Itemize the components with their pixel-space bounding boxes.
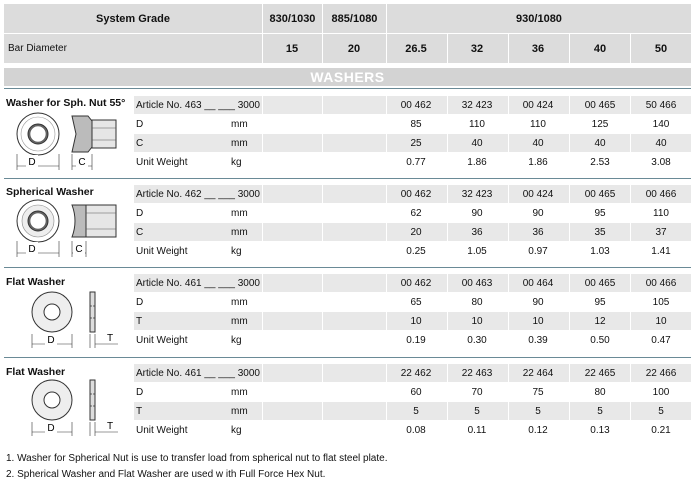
section-title: WASHERS (4, 68, 691, 86)
row-unit: mm (231, 386, 248, 398)
table-row (134, 421, 691, 439)
cell-value: 32 423 (461, 188, 493, 200)
header-divider (569, 34, 570, 63)
cell-value: 0.39 (528, 334, 548, 346)
group-separator (4, 267, 691, 268)
group-title: Flat Washer (6, 366, 66, 378)
cell-value (324, 331, 384, 349)
dimension-label: T (106, 333, 114, 344)
cell-value: 22 466 (645, 367, 677, 379)
cell-value: 80 (594, 386, 606, 398)
cell-value (324, 185, 384, 203)
column-divider (322, 421, 323, 439)
cell-value: 70 (471, 386, 483, 398)
cell-value: 95 (594, 207, 606, 219)
column-divider (322, 274, 323, 292)
cell-value: 5 (535, 405, 541, 417)
row-unit: mm (231, 118, 248, 130)
cell-value: 90 (471, 207, 483, 219)
cell-value: 5 (597, 405, 603, 417)
cell-value (324, 402, 384, 420)
table-row (134, 115, 691, 133)
column-divider (322, 383, 323, 401)
row-label: T (136, 315, 143, 327)
cell-value: 10 (471, 315, 483, 327)
cell-value: 110 (653, 207, 669, 219)
column-divider (322, 223, 323, 241)
table-row (134, 293, 691, 311)
cell-value: 80 (471, 296, 483, 308)
cell-value (324, 242, 384, 260)
cell-value: 110 (530, 118, 546, 130)
cell-value: 35 (594, 226, 606, 238)
cell-value: 00 462 (400, 99, 432, 111)
cell-value: 1.41 (651, 245, 671, 257)
row-label: Unit Weight (136, 156, 188, 168)
cell-value: 5 (474, 405, 480, 417)
spherical-washer-diagram (6, 199, 130, 271)
row-label: Article No. 461 __ ___ 3000 (136, 277, 260, 289)
cell-value: 22 464 (522, 367, 554, 379)
cell-value: 00 424 (522, 99, 554, 111)
cell-value: 00 424 (522, 188, 554, 200)
cell-value (262, 274, 322, 292)
grade-930: 930/1080 (516, 12, 562, 25)
group-separator (4, 357, 691, 358)
cell-value: 65 (410, 296, 422, 308)
cell-value: 32 423 (461, 99, 493, 111)
cell-value: 00 464 (522, 277, 554, 289)
cell-value (262, 312, 322, 330)
row-unit: mm (231, 315, 248, 327)
cell-value (324, 134, 384, 152)
cell-value (324, 364, 384, 382)
cell-value: 22 462 (400, 367, 432, 379)
cell-value: 1.03 (590, 245, 610, 257)
flat-washer-diagram (6, 290, 130, 362)
cell-value: 00 465 (584, 188, 616, 200)
bar-diameter-value: 50 (654, 42, 668, 55)
cell-value (324, 293, 384, 311)
dimension-label: D (47, 423, 55, 434)
article-row (134, 96, 691, 114)
table-row (134, 402, 691, 420)
article-row (134, 185, 691, 203)
row-label: Article No. 463 __ ___ 3000 (136, 99, 260, 111)
row-label: D (136, 118, 144, 130)
row-label: C (136, 137, 144, 149)
dimension-label: D (28, 244, 36, 255)
cell-value (324, 274, 384, 292)
group-title: Spherical Washer (6, 186, 94, 198)
cell-value: 00 462 (400, 277, 432, 289)
cell-value: 0.50 (590, 334, 610, 346)
cell-value: 0.97 (528, 245, 548, 257)
cell-value: 10 (410, 315, 422, 327)
cell-value: 40 (471, 137, 483, 149)
column-divider (322, 242, 323, 260)
cell-value: 1.05 (467, 245, 487, 257)
row-label: D (136, 386, 144, 398)
cell-value: 85 (410, 118, 422, 130)
cell-value: 00 466 (645, 277, 677, 289)
row-unit: mm (231, 207, 248, 219)
row-label: Article No. 462 __ ___ 3000 (136, 188, 260, 200)
cell-value: 25 (410, 137, 422, 149)
cell-value (262, 153, 322, 171)
column-divider (322, 293, 323, 311)
group-title: Washer for Sph. Nut 55° (6, 97, 126, 109)
washer-sph-nut-diagram (6, 110, 130, 182)
cell-value: 22 465 (584, 367, 616, 379)
cell-value: 0.21 (651, 424, 671, 436)
cell-value: 0.30 (467, 334, 487, 346)
footnote: 1. Washer for Spherical Nut is use to transfer load from spherical nut to flat steel plate. (6, 453, 388, 464)
header-divider (630, 34, 631, 63)
column-divider (322, 96, 323, 114)
cell-value: 0.13 (590, 424, 610, 436)
cell-value: 0.19 (406, 334, 426, 346)
group-title: Flat Washer (6, 276, 66, 288)
cell-value: 3.08 (651, 156, 671, 168)
section-separator (4, 88, 691, 89)
cell-value: 75 (532, 386, 544, 398)
cell-value: 00 465 (584, 277, 616, 289)
cell-value (262, 115, 322, 133)
row-label: Article No. 461 __ ___ 3000 (136, 367, 260, 379)
table-row (134, 134, 691, 152)
cell-value: 40 (532, 137, 544, 149)
row-label: D (136, 296, 144, 308)
dimension-label: D (47, 335, 55, 346)
cell-value (324, 96, 384, 114)
cell-value (324, 153, 384, 171)
cell-value: 110 (469, 118, 485, 130)
bar-diameter-value: 40 (593, 42, 607, 55)
cell-value: 0.12 (528, 424, 548, 436)
bar-diameter-value: 32 (470, 42, 484, 55)
cell-value: 20 (410, 226, 422, 238)
row-label: C (136, 226, 144, 238)
column-divider (322, 364, 323, 382)
row-label: Unit Weight (136, 334, 188, 346)
bar-diameter-value: 15 (285, 42, 299, 55)
bar-diameter-value: 26.5 (405, 42, 427, 55)
cell-value: 36 (471, 226, 483, 238)
table-row (134, 204, 691, 222)
table-row (134, 312, 691, 330)
cell-value: 1.86 (528, 156, 548, 168)
header-divider (508, 34, 509, 63)
row-unit: kg (231, 424, 242, 436)
cell-value: 00 466 (645, 188, 677, 200)
table-row (134, 242, 691, 260)
row-unit: kg (231, 334, 242, 346)
article-row (134, 274, 691, 292)
cell-value: 22 463 (461, 367, 493, 379)
flat-washer-diagram (6, 378, 130, 450)
row-unit: kg (231, 245, 242, 257)
cell-value (324, 421, 384, 439)
cell-value (262, 134, 322, 152)
column-divider (322, 204, 323, 222)
cell-value: 12 (594, 315, 606, 327)
cell-value (324, 223, 384, 241)
cell-value (262, 331, 322, 349)
cell-value: 00 462 (400, 188, 432, 200)
cell-value: 0.08 (406, 424, 426, 436)
row-unit: mm (231, 405, 248, 417)
cell-value: 50 466 (645, 99, 677, 111)
column-divider (322, 312, 323, 330)
row-label: Unit Weight (136, 245, 188, 257)
cell-value: 0.11 (467, 424, 487, 436)
row-label: D (136, 207, 144, 219)
cell-value (262, 402, 322, 420)
row-unit: kg (231, 156, 242, 168)
row-label: T (136, 405, 143, 417)
cell-value (262, 421, 322, 439)
bar-diameter-value: 36 (531, 42, 545, 55)
row-unit: mm (231, 137, 248, 149)
cell-value: 40 (655, 137, 667, 149)
cell-value: 0.47 (651, 334, 671, 346)
cell-value: 90 (532, 207, 544, 219)
cell-value: 125 (591, 118, 609, 130)
column-divider (322, 402, 323, 420)
cell-value (262, 364, 322, 382)
dimension-label: C (78, 157, 86, 168)
cell-value (262, 383, 322, 401)
bar-diameter-value: 20 (347, 42, 361, 55)
table-row (134, 383, 691, 401)
dimension-label: D (28, 157, 36, 168)
cell-value (324, 115, 384, 133)
column-divider (322, 115, 323, 133)
cell-value: 60 (410, 386, 422, 398)
cell-value: 5 (413, 405, 419, 417)
cell-value: 0.25 (406, 245, 426, 257)
cell-value: 105 (652, 296, 670, 308)
cell-value: 00 463 (461, 277, 493, 289)
table-row (134, 331, 691, 349)
cell-value: 95 (594, 296, 606, 308)
dimension-label: T (106, 421, 114, 432)
table-row (134, 223, 691, 241)
cell-value: 37 (655, 226, 667, 238)
row-label: Unit Weight (136, 424, 188, 436)
cell-value: 10 (532, 315, 544, 327)
cell-value (262, 204, 322, 222)
cell-value: 1.86 (467, 156, 487, 168)
article-row (134, 364, 691, 382)
cell-value (262, 293, 322, 311)
cell-value (262, 223, 322, 241)
cell-value: 140 (652, 118, 670, 130)
column-divider (322, 185, 323, 203)
group-separator (4, 178, 691, 179)
row-unit: mm (231, 296, 248, 308)
dimension-label: C (75, 244, 83, 255)
cell-value (262, 242, 322, 260)
cell-value (324, 312, 384, 330)
cell-value (324, 204, 384, 222)
column-divider (322, 134, 323, 152)
column-divider (322, 331, 323, 349)
cell-value: 100 (652, 386, 670, 398)
cell-value: 00 465 (584, 99, 616, 111)
cell-value: 2.53 (590, 156, 610, 168)
cell-value: 90 (532, 296, 544, 308)
cell-value: 0.77 (406, 156, 426, 168)
cell-value: 10 (655, 315, 667, 327)
system-grade-label: System Grade (96, 12, 170, 25)
footnote: 2. Spherical Washer and Flat Washer are used w ith Full Force Hex Nut. (6, 469, 326, 480)
column-divider (322, 153, 323, 171)
cell-value (262, 96, 322, 114)
grade-830: 830/1030 (269, 12, 316, 25)
row-unit: mm (231, 226, 248, 238)
bar-diameter-label: Bar Diameter (8, 43, 67, 54)
cell-value: 5 (658, 405, 664, 417)
cell-value (324, 383, 384, 401)
cell-value (262, 185, 322, 203)
cell-value: 36 (532, 226, 544, 238)
table-row (134, 153, 691, 171)
cell-value: 40 (594, 137, 606, 149)
grade-885: 885/1080 (331, 12, 378, 25)
header-divider (447, 34, 448, 63)
cell-value: 62 (410, 207, 422, 219)
